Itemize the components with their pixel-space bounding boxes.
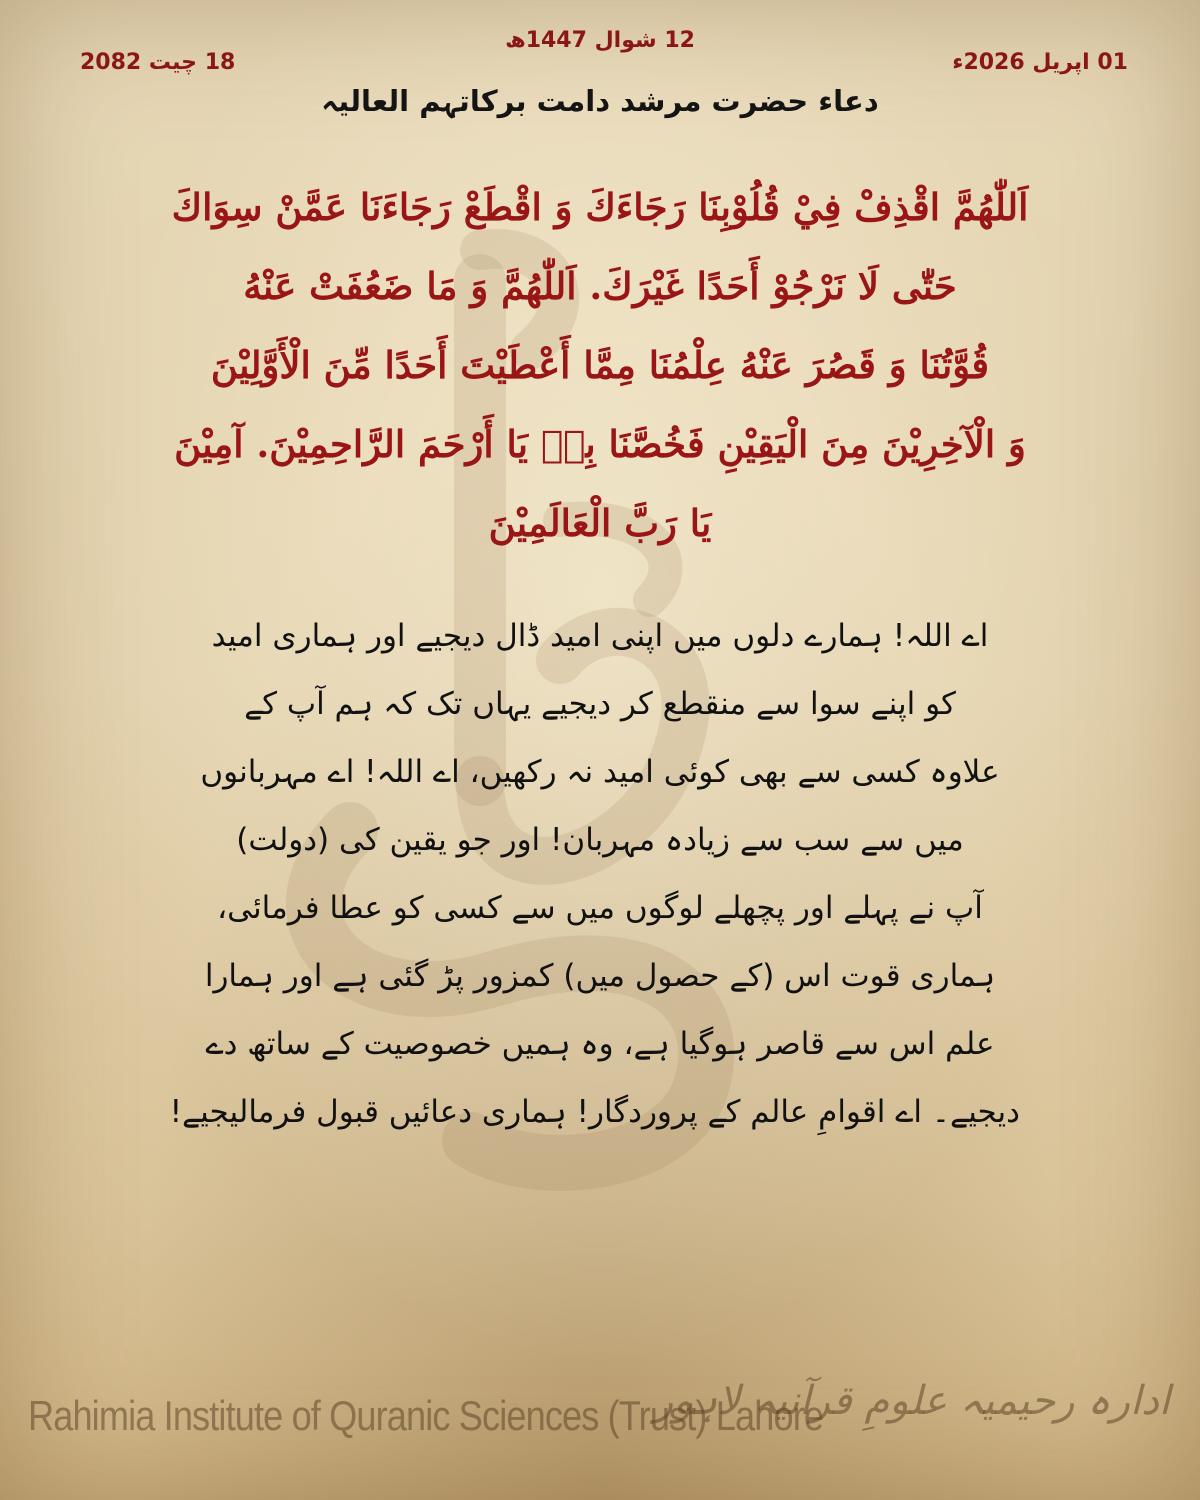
urdu-line: دیجیے۔ اے اقوامِ عالم کے پروردگار! ہماری دعائیں قبول فرمالیجیے!: [169, 1094, 1020, 1130]
urdu-translation: [169, 602, 1020, 1146]
gregorian-date: 01 اپریل 2026ء: [952, 50, 1128, 75]
urdu-line: اے اللہ! ہمارے دلوں میں اپنی امید ڈال دیجیے اور ہماری امید: [211, 618, 989, 654]
institute-logo-calligraphy: ادارہ رحیمیہ علومِ قرآنیہ لاہور: [653, 1378, 1170, 1424]
bikrami-date: 18 چیت 2082: [80, 50, 236, 75]
urdu-line: علم اس سے قاصر ہوگیا ہے، وہ ہمیں خصوصیت کے ساتھ دے: [205, 1026, 995, 1062]
urdu-line: کو اپنے سوا سے منقطع کر دیجیے یہاں تک کہ ہم آپ کے: [244, 686, 956, 722]
urdu-line: آپ نے پہلے اور پچھلے لوگوں میں سے کسی کو عطا فرمائی،: [217, 890, 983, 926]
arabic-line: حَتّٰى لَا نَرْجُوْ أَحَدًا غَيْرَكَ. اَللّٰهُمَّ وَ مَا ضَعُفَتْ عَنْهُ: [243, 264, 957, 308]
urdu-line: میں سے سب سے زیادہ مہربان! اور جو یقین کی (دولت): [236, 822, 964, 858]
arabic-dua: [130, 168, 1070, 563]
arabic-line: قُوَّتُنَا وَ قَصُرَ عَنْهُ عِلْمُنَا مِمَّا أَعْطَيْتَ أَحَدًا مِّنَ الْأَوَّلِيْنَ: [210, 343, 990, 387]
arabic-line: اَللّٰهُمَّ اقْذِفْ فِيْ قُلُوْبِنَا رَجَاءَكَ وَ اقْطَعْ رَجَاءَنَا عَمَّنْ سِوَاكَ: [171, 185, 1029, 229]
date-header: [0, 28, 1200, 88]
arabic-line: وَ الْآخِرِيْنَ مِنَ الْيَقِيْنِ فَخُصَّنَا بِهٖ يَا أَرْحَمَ الرَّاحِمِيْنَ. آمِيْنَ: [174, 422, 1026, 466]
urdu-line: علاوہ کسی سے بھی کوئی امید نہ رکھیں، اے اللہ! اے مہربانوں: [200, 754, 1000, 790]
arabic-line: يَا رَبَّ الْعَالَمِيْنَ: [488, 501, 712, 545]
page-title: دعاء حضرت مرشد دامت برکاتہم العالیہ: [321, 84, 879, 118]
urdu-line: ہماری قوت اس (کے حصول میں) کمزور پڑ گئی ہے اور ہمارا: [204, 958, 996, 994]
institute-name-english: Rahimia Institute of Quranic Sciences (Trust) Lahore: [28, 1392, 824, 1439]
hijri-date: 12 شوال 1447ھ: [505, 28, 695, 53]
